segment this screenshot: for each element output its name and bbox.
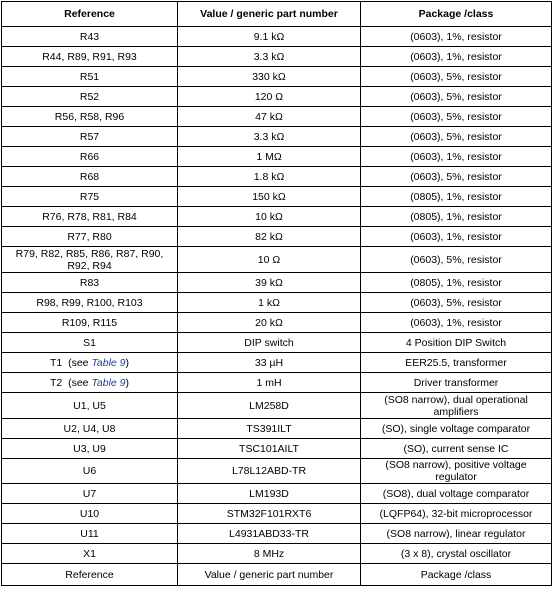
footer-value: Value / generic part number [178, 564, 361, 586]
header-reference: Reference [2, 2, 178, 27]
table-row [2, 127, 552, 147]
cell-reference: U7 [2, 484, 178, 504]
table-row [2, 504, 552, 524]
cell-package: (0603), 5%, resistor [361, 87, 552, 107]
package-line-1: (SO8 narrow), dual operational [384, 393, 528, 406]
cell-value: 1.8 kΩ [178, 167, 361, 187]
cell-package: (0805), 1%, resistor [361, 207, 552, 227]
cell-value: 1 kΩ [178, 293, 361, 313]
cell-package [361, 393, 552, 419]
package-line-2: amplifiers [433, 405, 479, 418]
cell-value: 3.3 kΩ [178, 127, 361, 147]
cell-package: (0603), 1%, resistor [361, 27, 552, 47]
cell-package: (SO), single voltage comparator [361, 419, 552, 439]
table-row [2, 247, 552, 273]
header-package: Package /class [361, 2, 552, 27]
cell-value: TS391ILT [178, 419, 361, 439]
cell-package: (0603), 1%, resistor [361, 227, 552, 247]
cell-package: (0603), 5%, resistor [361, 127, 552, 147]
table-row [2, 273, 552, 293]
cell-reference: R43 [2, 27, 178, 47]
cell-reference: R76, R78, R81, R84 [2, 207, 178, 227]
reference-line-1: R79, R82, R85, R86, R87, R90, [15, 247, 164, 260]
reference-text: T2 (see [50, 376, 92, 389]
cell-reference: R77, R80 [2, 227, 178, 247]
reference-text-suffix: ) [125, 376, 129, 389]
cell-reference: S1 [2, 333, 178, 353]
table-row [2, 227, 552, 247]
cell-package: (0603), 5%, resistor [361, 67, 552, 87]
header-value: Value / generic part number [178, 2, 361, 27]
table-row [2, 544, 552, 564]
table-row [2, 207, 552, 227]
table-row [2, 524, 552, 544]
cell-value: 1 mH [178, 373, 361, 393]
footer-row [2, 564, 552, 586]
footer-package: Package /class [361, 564, 552, 586]
cell-reference [2, 353, 178, 373]
cell-value: 8 MHz [178, 544, 361, 564]
cell-reference: U3, U9 [2, 439, 178, 459]
cell-package: (SO8 narrow), positive voltage regulator [361, 459, 552, 484]
cell-package: (0603), 5%, resistor [361, 107, 552, 127]
cell-package: (0603), 1%, resistor [361, 313, 552, 333]
cell-package: (0603), 1%, resistor [361, 47, 552, 67]
cell-value: STM32F101RXT6 [178, 504, 361, 524]
cell-value: 33 µH [178, 353, 361, 373]
cell-value: 120 Ω [178, 87, 361, 107]
cell-value: 330 kΩ [178, 67, 361, 87]
cell-reference: R109, R115 [2, 313, 178, 333]
cell-reference: U1, U5 [2, 393, 178, 419]
cell-reference: R98, R99, R100, R103 [2, 293, 178, 313]
cell-reference: U11 [2, 524, 178, 544]
footer-reference: Reference [2, 564, 178, 586]
cell-package: (0603), 1%, resistor [361, 147, 552, 167]
cell-package: (3 x 8), crystal oscillator [361, 544, 552, 564]
table-row [2, 293, 552, 313]
cell-reference: R51 [2, 67, 178, 87]
cell-reference: R44, R89, R91, R93 [2, 47, 178, 67]
cell-package: (SO8), dual voltage comparator [361, 484, 552, 504]
cell-package: (0603), 5%, resistor [361, 167, 552, 187]
cell-package: (0805), 1%, resistor [361, 187, 552, 207]
table-row [2, 187, 552, 207]
reference-line-2: R92, R94 [67, 259, 112, 272]
cell-value: 3.3 kΩ [178, 47, 361, 67]
cell-package: (LQFP64), 32-bit microprocessor [361, 504, 552, 524]
cell-package: (0603), 5%, resistor [361, 247, 552, 273]
table-row [2, 439, 552, 459]
table-row [2, 107, 552, 127]
header-row [2, 2, 552, 27]
cell-reference [2, 247, 178, 273]
cell-package: (SO), current sense IC [361, 439, 552, 459]
cell-package: (SO8 narrow), linear regulator [361, 524, 552, 544]
reference-text-suffix: ) [125, 356, 129, 369]
table-row [2, 27, 552, 47]
cell-reference: R75 [2, 187, 178, 207]
cell-value: LM258D [178, 393, 361, 419]
cell-package: EER25.5, transformer [361, 353, 552, 373]
table-row [2, 353, 552, 373]
cell-value: 47 kΩ [178, 107, 361, 127]
table-row [2, 87, 552, 107]
table-row [2, 47, 552, 67]
cell-reference: U10 [2, 504, 178, 524]
cell-reference: R66 [2, 147, 178, 167]
cell-reference [2, 373, 178, 393]
cell-value: 9.1 kΩ [178, 27, 361, 47]
cell-value: 10 kΩ [178, 207, 361, 227]
cell-reference: X1 [2, 544, 178, 564]
table-9-link[interactable]: Table 9 [91, 356, 126, 369]
cell-value: L78L12ABD-TR [178, 459, 361, 484]
cell-reference: R57 [2, 127, 178, 147]
cell-package: (0805), 1%, resistor [361, 273, 552, 293]
table-row [2, 333, 552, 353]
cell-value: 10 Ω [178, 247, 361, 273]
cell-value: DIP switch [178, 333, 361, 353]
bom-table [1, 1, 552, 586]
cell-value: 39 kΩ [178, 273, 361, 293]
cell-value: L4931ABD33-TR [178, 524, 361, 544]
cell-reference: R56, R58, R96 [2, 107, 178, 127]
cell-value: LM193D [178, 484, 361, 504]
cell-value: 20 kΩ [178, 313, 361, 333]
cell-reference: U6 [2, 459, 178, 484]
table-row [2, 419, 552, 439]
reference-text: T1 (see [50, 356, 92, 369]
table-row [2, 484, 552, 504]
table-row [2, 313, 552, 333]
cell-package: Driver transformer [361, 373, 552, 393]
table-row [2, 459, 552, 484]
cell-reference: R68 [2, 167, 178, 187]
cell-value: 150 kΩ [178, 187, 361, 207]
cell-reference: R52 [2, 87, 178, 107]
cell-reference: R83 [2, 273, 178, 293]
table-row [2, 373, 552, 393]
cell-package: 4 Position DIP Switch [361, 333, 552, 353]
cell-value: 1 MΩ [178, 147, 361, 167]
cell-reference: U2, U4, U8 [2, 419, 178, 439]
table-row [2, 67, 552, 87]
table-row [2, 147, 552, 167]
cell-package: (0603), 5%, resistor [361, 293, 552, 313]
table-row [2, 393, 552, 419]
table-9-link[interactable]: Table 9 [91, 376, 126, 389]
cell-value: 82 kΩ [178, 227, 361, 247]
cell-value: TSC101AILT [178, 439, 361, 459]
table-row [2, 167, 552, 187]
